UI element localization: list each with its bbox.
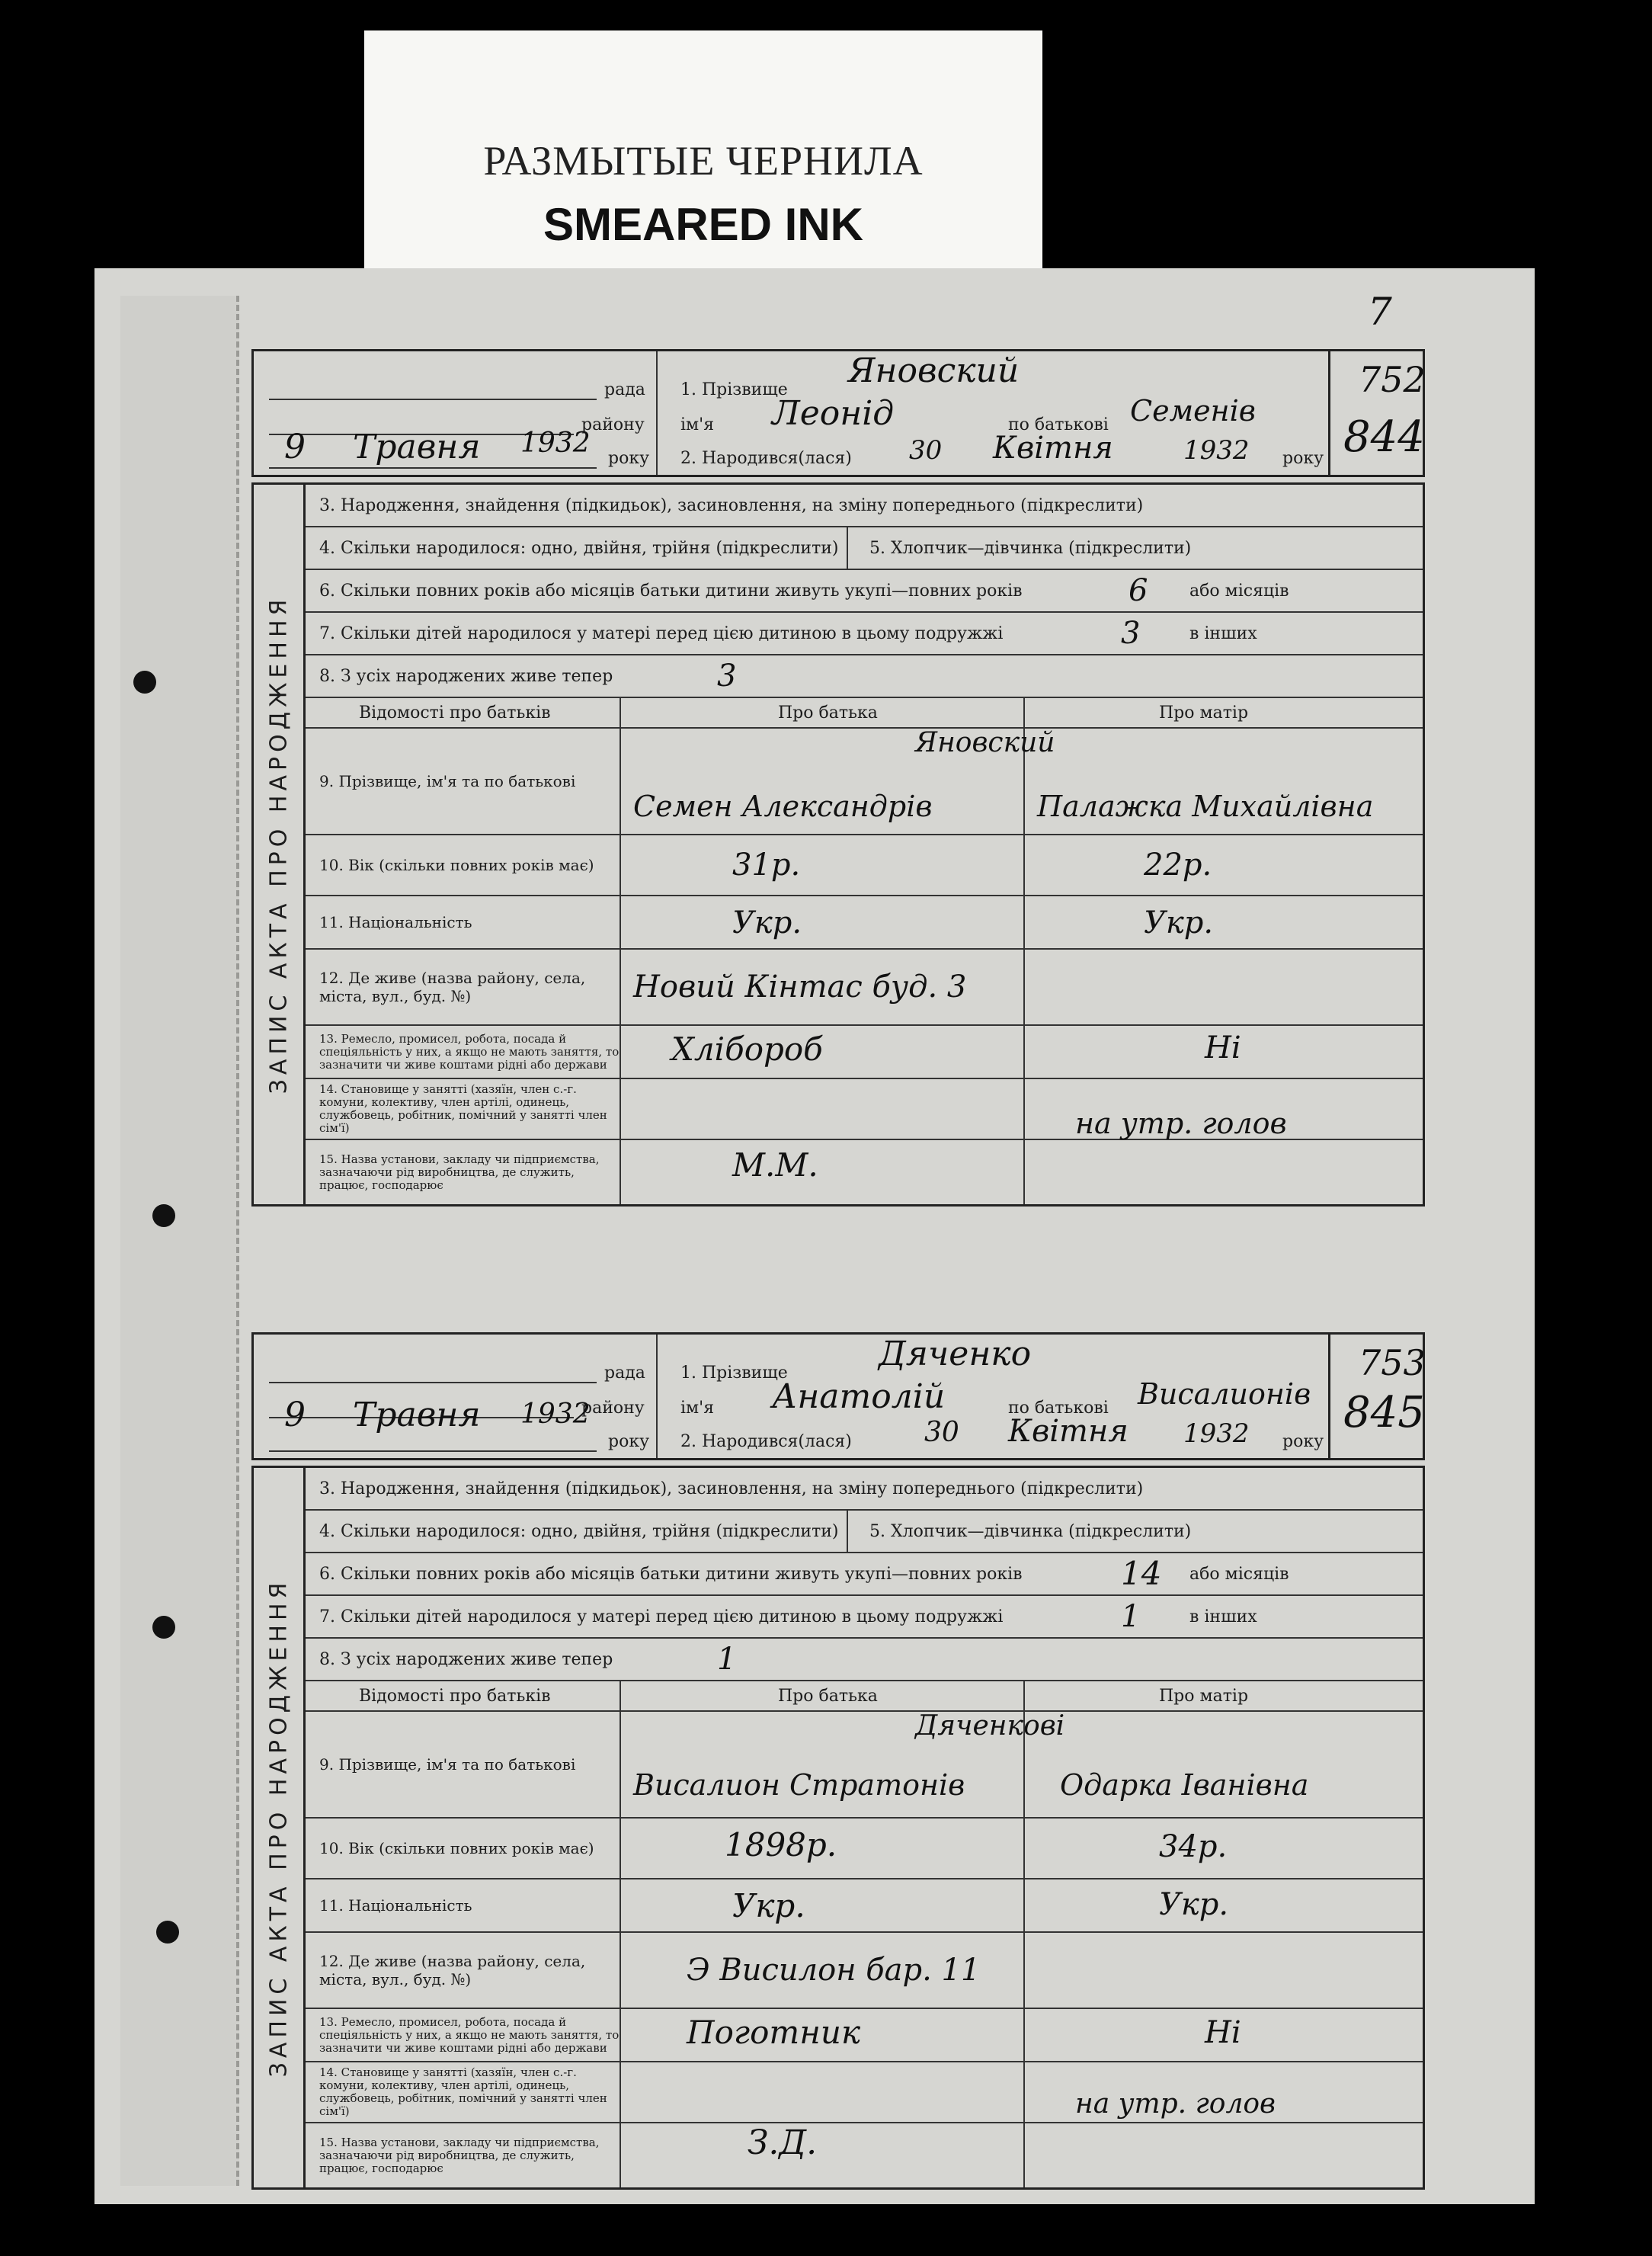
question-3: 3. Народження, знайдення (підкидьок), засиновлення, на зміну попереднього (підкреслити) [306,485,1423,527]
question-6: 6. Скільки повних років або місяців батьки дитини живуть укупі—повних років 14 або місяців [306,1553,1423,1596]
birth-day: 30 [909,435,943,466]
question-4-5: 4. Скільки народилося: одно, двійня, трійня (підкреслити) 5. Хлопчик—дівчинка (підкреслити) [306,1511,1423,1553]
birth-year: 1932 [1183,1418,1250,1449]
parents-header: Відомості про батьків Про батька Про матір [306,1681,1423,1712]
row-13-occupation: 13. Ремесло, промисел, робота, посада й спеціяльність у них, а якщо не мають заняття, то зазначити чи живе коштами рідні або держави Поготник Ні [306,2009,1423,2062]
question-6: 6. Скільки повних років або місяців батьки дитини живуть укупі—повних років 6 або місяців [306,570,1423,613]
registration-year: 1932 [520,1399,591,1430]
record-body [251,1466,1425,2190]
row-12-residence: 12. Де живе (назва району, села, міста, вул., буд. №) Новий Кінтас буд. 3 [306,950,1423,1026]
row-9-names: 9. Прізвище, ім'я та по батькові Яновский Семен Александрів Палажка Михайлівна [306,729,1423,835]
record-header: рада району року 9 Травня 1932 1. Прізвище ім'я по батькові 2. Народився(лася) року Дяченко Анатолій Висалионів 30 Квітня 1932 753 845 [251,1332,1425,1460]
row-13-occupation: 13. Ремесло, промисел, робота, посада й спеціяльність у них, а якщо не мають заняття, то зазначити чи живе коштами рідні або держави Хлібороб Ні [306,1026,1423,1079]
smeared-ink-label-card [364,30,1042,282]
registration-month: Травня [353,428,481,466]
row-10-age: 10. Вік (скільки повних років має) 1898р. 34р. [306,1819,1423,1879]
registration-day: 9 [284,428,306,466]
parents-header: Відомості про батьків Про батька Про матір [306,698,1423,729]
record-number-a: 753 [1359,1342,1426,1383]
question-8: 8. З усіх народжених живе тепер 3 [306,655,1423,698]
row-14-status: 14. Становище у занятті (хазяїн, член с.-г. комуни, колективу, член артілі, одинець, службовець, робітник, помічний у занятті член сім'ї) на утр. голов [306,1079,1423,1140]
child-surname: Дяченко [879,1335,1032,1373]
label-english: SMEARED INK [543,199,864,250]
label-russian: РАЗМЫТЫЕ ЧЕРНИЛА [483,138,924,184]
birth-record-1 [251,349,1425,1210]
birth-year: 1932 [1183,435,1250,466]
page-mark: 7 [1368,290,1392,334]
question-4-5: 4. Скільки народилося: одно, двійня, трійня (підкреслити) 5. Хлопчик—дівчинка (підкреслити) [306,527,1423,570]
registration-year: 1932 [520,428,591,459]
row-10-age: 10. Вік (скільки повних років має) 31р. 22р. [306,835,1423,896]
child-name: Леонід [772,394,895,433]
record-number-b: 844 [1343,412,1425,462]
child-surname: Яновский [848,351,1020,390]
birth-month: Квітня [1008,1414,1129,1449]
record-header: рада району року 9 Травня 1932 1. Прізвище ім'я по батькові 2. Народився(лася) року Яновский Леонід Семенів 30 Квітня 1932 752 844 [251,349,1425,477]
question-7: 7. Скільки дітей народилося у матері перед цією дитиною в цьому подружжі 3 в інших [306,613,1423,655]
vertical-title: ЗАПИС АКТА ПРО НАРОДЖЕННЯ [254,1468,306,2187]
registration-month: Травня [353,1396,481,1434]
record-body [251,482,1425,1207]
birth-day: 30 [924,1417,959,1448]
question-8: 8. З усіх народжених живе тепер 1 [306,1639,1423,1681]
birth-record-2 [251,1332,1425,2194]
birth-month: Квітня [993,431,1113,466]
row-11-nationality: 11. Національність Укр. Укр. [306,1879,1423,1933]
registration-day: 9 [284,1396,306,1434]
punch-hole [152,1616,175,1639]
row-15-institution: 15. Назва установи, закладу чи підприємства, зазначаючи рід виробництва, де служить, працює, господарює З.Д. [319,2123,818,2175]
row-12-residence: 12. Де живе (назва району, села, міста, вул., буд. №) Э Висилон бар. 11 [306,1933,1423,2009]
punch-hole [156,1921,179,1944]
punch-hole [152,1204,175,1227]
record-number-b: 845 [1343,1388,1425,1437]
binding-strip [120,296,239,2186]
vertical-title: ЗАПИС АКТА ПРО НАРОДЖЕННЯ [254,485,306,1204]
punch-hole [133,671,156,694]
row-15-institution: 15. Назва установи, закладу чи підприємства, зазначаючи рід виробництва, де служить, працює, господарює М.М. [319,1146,818,1192]
question-7: 7. Скільки дітей народилося у матері перед цією дитиною в цьому подружжі 1 в інших [306,1596,1423,1639]
row-9-names: 9. Прізвище, ім'я та по батькові Дяченкові Висалион Стратонів Одарка Іванівна [306,1712,1423,1819]
row-14-status: 14. Становище у занятті (хазяїн, член с.-г. комуни, колективу, член артілі, одинець, службовець, робітник, помічний у занятті член сім'ї) на утр. голов [306,2062,1423,2123]
record-number-a: 752 [1359,359,1426,400]
row-11-nationality: 11. Національність Укр. Укр. [306,896,1423,950]
question-3: 3. Народження, знайдення (підкидьок), засиновлення, на зміну попереднього (підкреслити) [306,1468,1423,1511]
child-patronymic: Висалионів [1138,1377,1311,1411]
child-name: Анатолій [772,1377,946,1416]
child-patronymic: Семенів [1130,394,1256,428]
